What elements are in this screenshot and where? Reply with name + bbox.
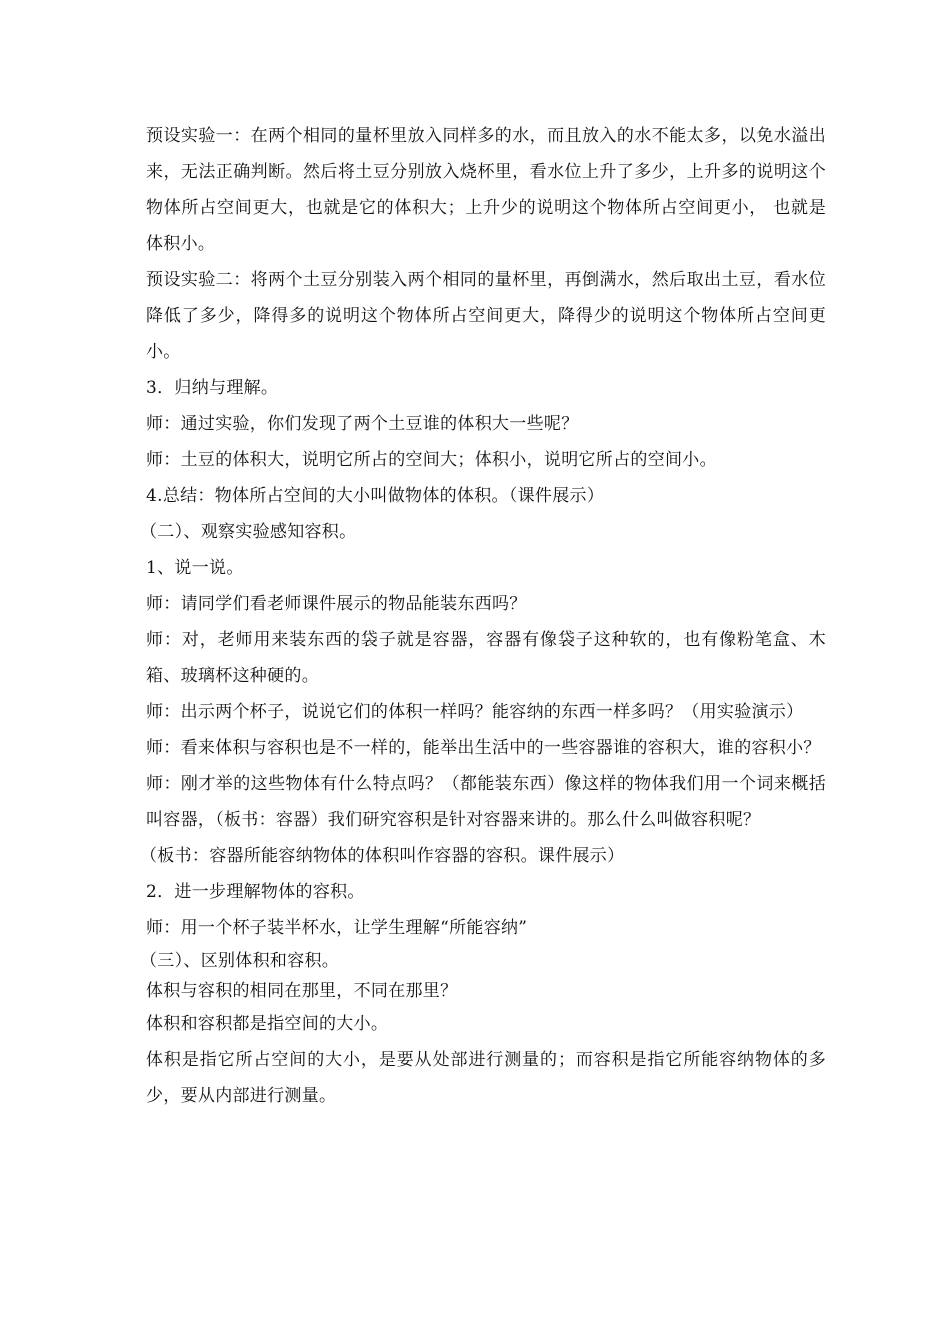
paragraph-teacher-capacity-compare: 师：看来体积与容积也是不一样的，能举出生活中的一些容器谁的容积大，谁的容积小？ bbox=[146, 738, 821, 758]
document-page bbox=[140, 118, 826, 1114]
paragraph-teacher-two-cups: 师：出示两个杯子，说说它们的体积一样吗？能容纳的东西一样多吗？（用实验演示） bbox=[146, 702, 804, 722]
paragraph-teacher-half-cup: 师：用一个杯子装半杯水，让学生理解“所能容纳” bbox=[146, 918, 528, 938]
heading-summarize-understand: 3．归纳与理解。 bbox=[146, 378, 279, 398]
heading-say-it: 1、说一说。 bbox=[146, 558, 244, 578]
paragraph-experiment-two: 预设实验二：将两个土豆分别装入两个相同的量杯里，再倒满水，然后取出土豆，看水位降低了多少，降得多的说明这个物体所占空间更大，降得少的说明这个物体所占空间更小。 bbox=[146, 270, 826, 362]
heading-further-understanding: 2．进一步理解物体的容积。 bbox=[146, 882, 365, 902]
paragraph-teacher-ask-objects: 师：请同学们看老师课件展示的物品能装东西吗？ bbox=[146, 594, 527, 614]
paragraph-board-note: （板书：容器所能容纳物体的体积叫作容器的容积。课件展示） bbox=[140, 846, 625, 866]
paragraph-experiment-one: 预设实验一：在两个相同的量杯里放入同样多的水，而且放入的水不能太多，以免水溢出来，无法正确判断。然后将土豆分别放入烧杯里，看水位上升了多少，上升多的说明这个物体所占空间更大，也就是它的体积大；上升少的说明这个物体所占空间更小， 也就是体积小。 bbox=[146, 126, 826, 254]
paragraph-teacher-question: 师：通过实验，你们发现了两个土豆谁的体积大一些呢？ bbox=[146, 414, 579, 434]
paragraph-teacher-explanation: 师：土豆的体积大，说明它所占的空间大；体积小，说明它所占的空间小。 bbox=[146, 450, 717, 470]
paragraph-teacher-containers: 师：对，老师用来装东西的袋子就是容器，容器有像袋子这种软的，也有像粉笔盒、木箱、玻璃杯这种硬的。 bbox=[146, 630, 826, 686]
heading-section-three: （三）、区别体积和容积。 bbox=[140, 951, 340, 971]
paragraph-same-different-question: 体积与容积的相同在那里，不同在那里？ bbox=[146, 981, 458, 1001]
paragraph-both-space: 体积和容积都是指空间的大小。 bbox=[146, 1014, 389, 1034]
paragraph-teacher-container-definition: 师：刚才举的这些物体有什么特点吗？（都能装东西）像这样的物体我们用一个词来概括叫容器，（板书：容器）我们研究容积是针对容器来讲的。那么什么叫做容积呢？ bbox=[146, 774, 826, 830]
paragraph-volume-vs-capacity: 体积是指它所占空间的大小，是要从处部进行测量的；而容积是指它所能容纳物体的多少，要从内部进行测量。 bbox=[146, 1050, 826, 1106]
paragraph-summary: 4.总结：物体所占空间的大小叫做物体的体积。（课件展示） bbox=[146, 486, 605, 506]
heading-section-two: （二）、观察实验感知容积。 bbox=[140, 522, 357, 542]
